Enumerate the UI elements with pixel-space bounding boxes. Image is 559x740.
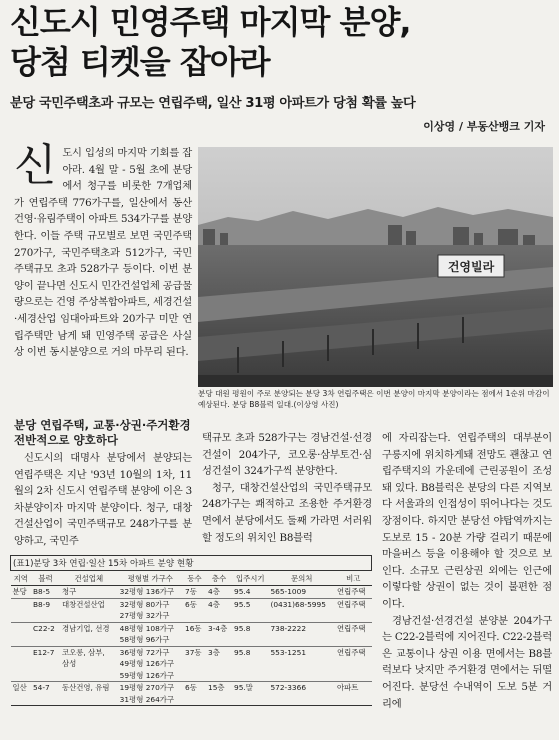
drop-cap: 신: [14, 140, 57, 191]
paragraph: 에 자리잡는다. 연립주택의 대부분이 구릉지에 위치하게돼 전망도 괜찮고 연립주택지의 가운데에 근린공원이 조성돼 있다. B8블럭은 분당의 다른 지역보다 서울과의 인접성이 뛰어나다는 것도 장점이다. 하지만 분당선 야탑역까지는 도보로 15 - 20분 가량 걸리기 때문에 마을버스 등을 이용해야 할 것으로 보인다. 소규모 근린상권 외에는 인근에 이렇다할 상권이 없는 것이 불편한 점이다.: [382, 432, 552, 610]
table-cell: 6동: [183, 598, 206, 610]
article-column-1-lower: [14, 450, 192, 550]
subtitle: 분당 국민주택초과 규모는 연립주택, 일산 31평 아파트가 당첨 확률 높다: [10, 96, 416, 111]
article-column-2: [202, 430, 372, 546]
table-header: 평형별 가구수: [118, 571, 183, 586]
table-cell: [31, 694, 60, 706]
table-cell: 565-1009: [270, 587, 307, 597]
table-cell: 3층: [206, 646, 232, 658]
table-header: 문의처: [268, 571, 335, 586]
table-row: [11, 634, 372, 646]
table-cell: [11, 622, 31, 634]
table-body: [11, 586, 372, 706]
table-row: [11, 682, 372, 694]
table-row: [11, 658, 372, 670]
table-cell: [268, 694, 335, 706]
table-cell: 738-2222: [268, 622, 335, 634]
table-header: 블럭: [31, 571, 60, 586]
table-cell: [183, 634, 206, 646]
table-cell: [232, 634, 268, 646]
table-cell: [183, 658, 206, 670]
table-row: [11, 586, 372, 599]
table-cell: [206, 610, 232, 622]
table-cell: [11, 658, 31, 670]
table-cell: E12-7: [31, 646, 60, 658]
table-cell: [31, 610, 60, 622]
table-cell: [60, 634, 118, 646]
photo-caption: 분당 대원 평원이 주로 분양되는 분당 3차 연립주택은 이번 분양이 마지막 분양이라는 점에서 1순위 마감이 예상된다. 분당 B8블럭 일대.(이상영 사진): [198, 389, 550, 409]
table-title: (표1)분당 3차 연립·일산 15차 아파트 분양 현황: [11, 556, 372, 571]
table-cell: 49평형 126가구: [119, 659, 175, 669]
table-cell: [335, 658, 372, 670]
table-row: [11, 694, 372, 706]
construction-site-photo: [198, 147, 553, 387]
table-cell: 59평형 126가구: [119, 670, 175, 680]
table-cell: [11, 694, 31, 706]
table-header: 입주시기: [232, 571, 268, 586]
table-header: 층수: [206, 571, 232, 586]
table-cell: [268, 670, 335, 682]
table-cell: 553-1251: [268, 646, 335, 658]
table-cell: [60, 694, 118, 706]
table-cell: 경남기업, 선경: [60, 622, 118, 634]
article-photo: [198, 147, 553, 387]
table-cell: 연립주택: [335, 622, 372, 634]
table-header: 지역: [11, 571, 31, 586]
table-cell: 31평형 264가구: [118, 694, 183, 706]
table-cell: 6동: [183, 682, 206, 694]
table-cell: [206, 694, 232, 706]
table-cell: [268, 610, 335, 622]
table-cell: [31, 670, 60, 682]
table-row: [11, 598, 372, 610]
table-cell: [335, 670, 372, 682]
paragraph: 청구, 대창건설산업의 국민주택규모 248가구는 쾌적하고 조용한 주거환경 면에서 분당에서도 둘째 가라면 서러워할 정도의 위치인 B8블럭: [202, 481, 372, 544]
table-cell: [206, 634, 232, 646]
section-heading: 분당 연립주택, 교통·상권·주거환경 전반적으로 양호하다: [14, 418, 191, 447]
table-header: 비고: [335, 571, 372, 586]
lead-paragraph: 도시 입성의 마지막 기회를 잡아라. 4월 말 - 5월 초에 분당에서 청구를 비롯한 7개업체가 연립주택 776가구를, 일산에서 동산건영·유림주택이 아파트 534가구를 분양한다. 이들 주택 규모별로 보면 국민주택 270가구, 국민주택초과 512가구, 국민주택규모 초과 528가구 등이다. 이번 분양이 끝나면 신도시 민간건설업체 공급물량으로는 건영 주상복합아파트, 세경건설·세경산업 임대아파트와 20가구 미만 연립주택만 남게 돼 민영주택 공급은 사실상 이번 동시분양으로 거의 마무리 된다.: [14, 147, 192, 359]
table-cell: [232, 610, 268, 622]
table-cell: 95.8: [232, 646, 268, 658]
table-cell: B8-5: [32, 587, 51, 597]
housing-table: [10, 555, 372, 706]
table-cell: 32평형 80가구: [118, 598, 183, 610]
table-cell: [31, 634, 60, 646]
table-cell: 36평형 72가구: [118, 646, 183, 658]
table-cell: 연립주택: [335, 598, 372, 610]
table-row: [11, 610, 372, 622]
table-cell: 연립주택: [335, 646, 372, 658]
table-cell: 7동: [185, 587, 197, 597]
table-cell: C22-2: [31, 622, 60, 634]
table-cell: [268, 634, 335, 646]
table-cell: 분당: [12, 587, 27, 597]
table-cell: [206, 670, 232, 682]
table-cell: [232, 694, 268, 706]
table-cell: [11, 610, 31, 622]
headline-line-1: 신도시 민영주택 마지막 분양,: [10, 3, 411, 41]
table-row: [11, 646, 372, 658]
table-cell: [183, 670, 206, 682]
table-cell: [183, 694, 206, 706]
table-cell: 95.4: [234, 587, 251, 597]
table-cell: 4층: [208, 587, 220, 597]
table-cell: [11, 634, 31, 646]
table-header: 동수: [183, 571, 206, 586]
table-cell: 37동: [183, 646, 206, 658]
table-cell: 삼성: [61, 659, 77, 669]
table-cell: [335, 694, 372, 706]
table-row: [11, 622, 372, 634]
table-cell: 청구: [61, 587, 77, 597]
paragraph: 택규모 초과 528가구는 경남건설·선경건설이 204가구, 코오롱·삼부토건·심성건설이 324가구씩 분양한다.: [202, 432, 372, 478]
table-cell: 48평형 108가구: [118, 622, 183, 634]
table-cell: [11, 646, 31, 658]
table-cell: 572-3366: [268, 682, 335, 694]
table-cell: [232, 670, 268, 682]
table-cell: [183, 610, 206, 622]
table-cell: 15층: [206, 682, 232, 694]
table-cell: 아파트: [335, 682, 372, 694]
article-column-3: [382, 430, 552, 712]
table-header: 건설업체: [60, 571, 118, 586]
table-cell: 연립주택: [336, 587, 366, 597]
headline: [10, 2, 555, 82]
table-cell: 58평형 96가구: [119, 635, 170, 645]
table-cell: 대창건설산업: [60, 598, 118, 610]
table-cell: [232, 658, 268, 670]
table-cell: 19평형 270가구: [118, 682, 183, 694]
table-cell: 코오롱, 삼부,: [60, 646, 118, 658]
billboard-text: 건영빌라: [447, 260, 495, 274]
headline-line-2: 당첨 티켓을 잡아라: [10, 43, 270, 81]
table-cell: [11, 598, 31, 610]
paragraph: 경남건설·선경건설 분양분 204가구는 C22-2블럭에 지어진다. C22-2블럭은 교통이나 상권 이용 면에서는 B8블럭보다 낫지만 주거환경 면에서는 뒤떨어진다. 분당선 수내역이 도보 5분 거리에: [382, 614, 552, 710]
byline: 이상영 / 부동산뱅크 기자: [423, 120, 545, 133]
table-cell: [31, 658, 60, 670]
table-cell: 동산건영, 유림: [60, 682, 118, 694]
table-cell: B8-9: [31, 598, 60, 610]
table-cell: [335, 610, 372, 622]
table-cell: [60, 610, 118, 622]
table-cell: 95.5: [232, 598, 268, 610]
table-cell: 4층: [206, 598, 232, 610]
table-cell: 54-7: [31, 682, 60, 694]
table-cell: 27평형 32가구: [119, 611, 170, 621]
table-cell: [268, 658, 335, 670]
table-cell: (0431)68-5995: [268, 598, 335, 610]
table-cell: [60, 670, 118, 682]
paragraph: 신도시의 대명사 분당에서 분양되는 연립주택은 지난 '93년 10월의 1차, 11월의 2차 신도시 연립주택 분양에 이은 3차분양이자 마지막 분양이다. 청구, 대창건설산업이 국민주택규모 248가구를 분양하고, 국민주: [14, 452, 192, 547]
table-row: [11, 670, 372, 682]
table-cell: 일산: [11, 682, 31, 694]
table-cell: 16동: [183, 622, 206, 634]
table-cell: 3-4층: [206, 622, 232, 634]
table-cell: [206, 658, 232, 670]
table-cell: [11, 670, 31, 682]
table-cell: 32평형 136가구: [119, 587, 175, 597]
table-cell: 95.8: [232, 622, 268, 634]
article-column-1: [14, 140, 192, 361]
table-cell: 95.말: [232, 682, 268, 694]
table-cell: [335, 634, 372, 646]
